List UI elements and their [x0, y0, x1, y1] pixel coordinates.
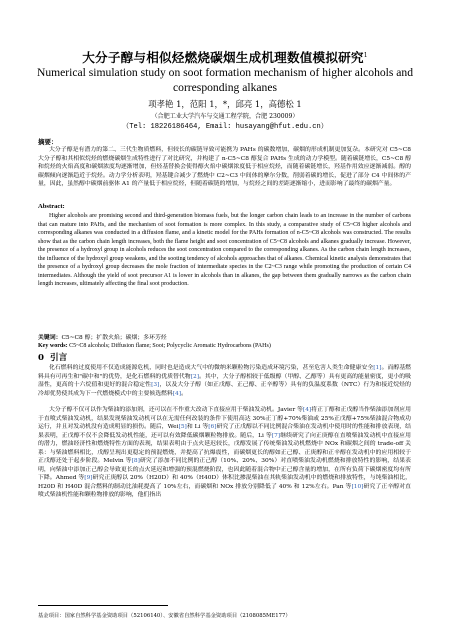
intro-text-run: 将正丁醇和正戊醇当作柴油添加剂应用于直喷式柴油发动机，结果发现柴油发动机可以在无需任何改装的条件下使用高达 30%正丁醇+70%柴油或 25%正戊醇+75%柴油混合物成功运行，并且对发动机没有造成明显的损伤。随后，Wei	[38, 407, 411, 430]
citation-link[interactable]: [10]	[351, 483, 364, 490]
keywords-en	[38, 342, 411, 351]
citation-link[interactable]: [8]	[131, 458, 140, 464]
funding-footnote: 基金项目：国家自然科学基金资助项目（52106140）、安徽省自然科学基金资助项目（2108085ME177）	[38, 613, 291, 619]
abstract-zh-text: 大分子醇是有潜力的第二、三代生物质燃料，但较长的碳链导致可能携为 PAHs 的碳数增加，碳烟的形成机制更加复杂。本研究对 C5~C8 大分子醇和其相似烷烃的燃烧碳烟生成特性进行了对比研究，并构建了 n-C5~C8 醇复合 PAHs 生成的动力学模型。随着碳链增长，C5~C8 醇和烷烃的火焰高度和碳烟浓度均逐渐增加，但烃基替换会使得醇火焰中碳烟浓度低于相应烷烃，而随着碳链增长，羟基作用效应逐渐减弱。醇的碳烟倾向逐渐趋近于烷烃。动力学分析表明，羟基键合减少了燃烧中 C2~C3 中间体的摩尔分数，削弱着碳的增长，促进了部分 C4 中间体的产量，因此，虽然醇中碳烟前驱体 A1 的产量低于相应烷烃，但随着碳链的增加，与烷烃之间的差距逐渐缩小，进而影响了最终的碳烟产量。	[38, 147, 411, 187]
citation-link[interactable]: [4]	[172, 390, 182, 397]
keywords-en-label: Key words:	[38, 343, 68, 349]
citation-link[interactable]: [4]	[302, 407, 312, 413]
abstract-zh-heading: 摘要：	[38, 138, 58, 146]
intro-paragraph	[38, 364, 411, 398]
intro-text-run: 大分子醇不仅可以作为柴油的添加剂，还可以在不作重大改动下直接应用于柴油发动机。Javier 等	[49, 407, 303, 413]
paper-title-zh: 大分子醇与相似烃燃烧碳烟生成机理数值模拟研究$^1$	[82, 50, 368, 65]
citation-link[interactable]: [5]	[178, 424, 187, 430]
footnote-rule	[38, 605, 168, 606]
affiliation: （合肥工业大学汽车与交通工程学院，合肥 230009）	[151, 113, 299, 120]
citation-link[interactable]: [2]	[190, 373, 199, 380]
paper-title-en: Numerical simulation study on soot formation mechanism of higher alcohols and corresponding alkanes	[36, 66, 414, 94]
intro-text-run: 。而醇基燃料具有可再生和"碳中和"的优势，是化石燃料的优质替代物	[38, 365, 412, 380]
title-footnote-mark: 1	[363, 51, 368, 59]
citation-link[interactable]: [1]	[373, 365, 382, 371]
intro-text-run: 。其中，大分子醇相较于低级醇（甲醇、乙醇等）具有更高的能量密度，更小的吸湿性，更高的十六烷值和更好的混合稳定性	[38, 373, 412, 388]
intro-text-run: 继续研究了向正庚醇在直喷柴油发动机中直接应用的潜力，燃油经济性和燃烧特性方面的表现，结果表明由于点火延迟较长，戊醇发展了传统柴油发动机燃烧中 NOx 和碳烟之间的 trade-off 关系：与柴油燃料相比，戊醇呈现出更稳定的预混燃烧，并提高了抗爆震性，而碳烟更长的醇如正己醇、正庚醇和正辛醇在发动机中的应用相较于正戊醇还处于起步阶段。Melvin 等	[38, 432, 411, 464]
keywords-zh-text: C5~C8 醇；扩散火焰；碳烟；多环芳烃	[61, 335, 167, 341]
intro-text-run: ，以及大分子醇（如正戊醇、正己醇、正辛醇等）具有的负温度系数（NTC）行为和接近烷烃的冷却优势使其成为下一代燃烧模式中的主要候选燃料	[38, 382, 411, 397]
contact-info: （Tel: 18226186464, Email: husayang@hfut.edu.cn）	[122, 123, 328, 131]
abstract-en-text: Higher alcohols are promising second and third-generation biomass fuels, but the longer carbon chain leads to an increase in the number of carbons that can mature into PAHs, and the mechanism of soot formation is more complex. In this study, a comparative study of C5~C8 higher alcohols and corresponding alkanes was conducted in a diffusion flame, and a kinetic model for the PAHs formation of n-C5~C8 alcohols was constructed. The results show that as the carbon chain length increases, both the flame height and soot concentration of C5~C8 alcohols and alkanes gradually increase. However, the presence of a hydroxyl group in alcohols reduces the soot concentration compared to the corresponding alkanes. As the carbon chain length increases, the influence of the hydroxyl group weakens, and the sooting tendency of alcohols approaches that of alkanes. Chemical kinetic analysis demonstrates that the presence of a hydroxyl group decreases the mole fraction of intermediate species in the C2~C3 range while promoting the production of certain C4 intermediates. Although the yield of soot precursor A1 is lower in alcohols than in alkanes, the gap between them gradually narrows as the carbon chain length increases, ultimately affecting the final soot production.	[38, 213, 411, 287]
intro-text-run: 研究正庚醇以 20%（H20D）和 40%（H40D）体积比掺混柴油在其轨柴油发动机中的燃烧和排放特性，与纯柴油相比，H20D 和 H40D 混合燃料的制动比油耗提高了 10%左右，而碳烟和 NOx 排放分别降低了 40% 和 12%左右。Pan 等	[38, 475, 411, 490]
intro-text-run: 研究了添加不同比例的正己醇（10%、20%、30%）对直喷柴油发动机燃烧和排放特性的影响，结果表明，向柴油中添加正己醇会导致更长的点火延迟和增强的预混燃烧阶段，也因此随着混合物中正己醇含量的增加，在所有负荷下碳烟密度均有所下降。Ahmed 等	[38, 458, 411, 481]
citation-link[interactable]: [7]	[271, 432, 281, 439]
citation-link[interactable]: [6]	[208, 424, 217, 430]
section-title: 引言	[49, 353, 68, 363]
intro-paragraph	[38, 406, 411, 500]
intro-text-run: 研究了正辛醇对直喷式柴油机性能和颗粒物排放的影响，他们指出	[38, 483, 411, 498]
keywords-en-text: C5~C8 alcohols; Diffusion flame; Soot; Polycyclic Aromatic Hydrocarbons (PAHs)	[69, 343, 271, 349]
intro-text-run: 。	[181, 390, 187, 397]
citation-link[interactable]: [3]	[151, 382, 160, 388]
intro-text-run: 研究了正戊醇以不同比例混合柴油在发动机中使用时的性能和排放表现，结果表明，正戊醇不仅不会降低发动机性能，还可以有效降低碳烟颗粒物排放。随后，Li 等	[38, 424, 412, 439]
keywords-zh-label: 关键词：	[38, 334, 62, 341]
author-list: 项孝艳 1，范阳 1，*，邱亮 1，高德松 1	[148, 99, 302, 109]
section-number: 0	[38, 353, 44, 363]
abstract-en-heading: Abstract:	[38, 203, 65, 210]
section-heading-introduction	[38, 351, 67, 363]
citation-link[interactable]: [9]	[84, 475, 93, 481]
intro-text-run: 和 Li 等	[186, 424, 209, 430]
intro-text-run: 化石燃料的过度使用不仅造成能源危机，同时也是造成大气中的微纳米颗粒物污染造成环境污染，甚至危害人类生命健康安全	[49, 365, 374, 371]
